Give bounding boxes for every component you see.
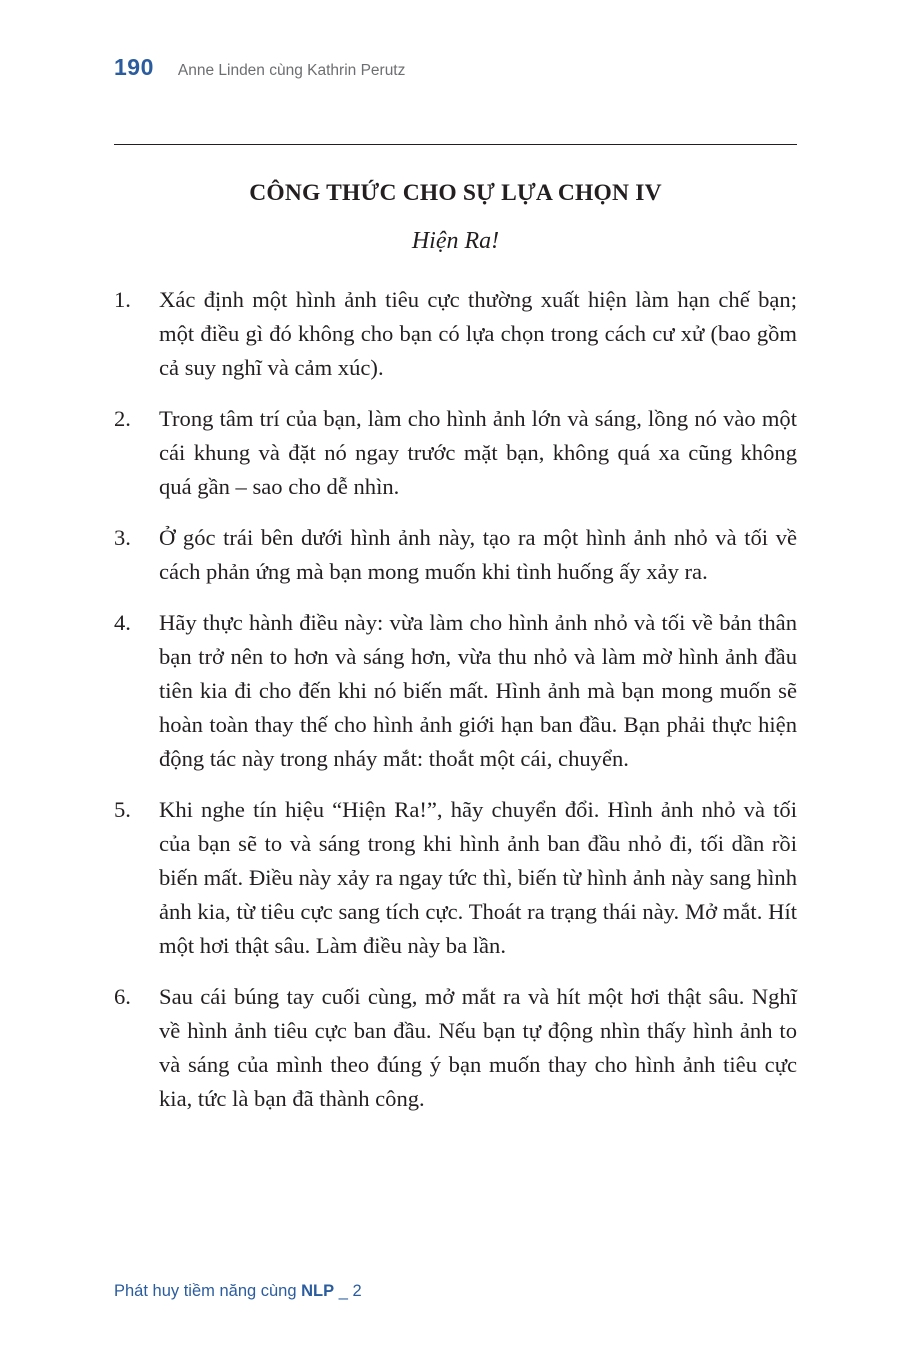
footer-series-suffix: _ 2 — [334, 1282, 362, 1300]
page-number: 190 — [114, 54, 154, 80]
step-number: 1. — [114, 287, 131, 312]
step-text: Trong tâm trí của bạn, làm cho hình ảnh lớn và sáng, lồng nó vào một cái khung và đặt nó ngay trước mặt bạn, không quá xa cũng không quá gần – sao cho dễ nhìn. — [159, 406, 797, 499]
step-number: 5. — [114, 797, 131, 822]
section-title: CÔNG THỨC CHO SỰ LỰA CHỌN IV — [249, 180, 662, 206]
section-subtitle: Hiện Ra! — [411, 228, 500, 254]
step-number: 6. — [114, 984, 131, 1009]
step-number: 4. — [114, 610, 131, 635]
footer-series-prefix: Phát huy tiềm năng cùng — [114, 1282, 302, 1300]
running-head: Anne Linden cùng Kathrin Perutz — [177, 62, 406, 79]
step-item — [114, 980, 797, 1116]
step-number: 3. — [114, 525, 131, 550]
page-header — [114, 54, 405, 81]
step-item — [114, 793, 797, 963]
step-text: Xác định một hình ảnh tiêu cực thường xuất hiện làm hạn chế bạn; một điều gì đó không cho bạn có lựa chọn trong cách cư xử (bao gồm cả suy nghĩ và cảm xúc). — [159, 287, 797, 380]
step-text: Khi nghe tín hiệu “Hiện Ra!”, hãy chuyển đổi. Hình ảnh nhỏ và tối của bạn sẽ to và sáng trong khi hình ảnh ban đầu nhỏ đi, tối dần rồi biến mất. Điều này xảy ra ngay tức thì, biến từ hình ảnh này sang hình ảnh kia, từ tiêu cực sang tích cực. Thoát ra trạng thái này. Mở mắt. Hít một hơi thật sâu. Làm điều này ba lần. — [159, 797, 797, 958]
step-item — [114, 283, 797, 385]
step-text: Hãy thực hành điều này: vừa làm cho hình ảnh nhỏ và tối về bản thân bạn trở nên to hơn và sáng hơn, vừa thu nhỏ và làm mờ hình ảnh đầu tiên kia đi cho đến khi nó biến mất. Hình ảnh mà bạn mong muốn sẽ hoàn toàn thay thế cho hình ảnh giới hạn ban đầu. Bạn phải thực hiện động tác này trong nháy mắt: thoắt một cái, chuyển. — [159, 610, 797, 771]
step-item — [114, 521, 797, 589]
step-number: 2. — [114, 406, 131, 431]
step-item — [114, 402, 797, 504]
steps-list — [114, 283, 797, 1133]
footer-series-nlp: NLP — [301, 1282, 335, 1300]
step-text: Ở góc trái bên dưới hình ảnh này, tạo ra một hình ảnh nhỏ và tối về cách phản ứng mà bạn mong muốn khi tình huống ấy xảy ra. — [159, 525, 797, 584]
step-item — [114, 606, 797, 776]
page-footer — [114, 1282, 362, 1301]
header-rule — [114, 144, 797, 145]
step-text: Sau cái búng tay cuối cùng, mở mắt ra và hít một hơi thật sâu. Nghĩ về hình ảnh tiêu cực ban đầu. Nếu bạn tự động nhìn thấy hình ảnh to và sáng của mình theo đúng ý bạn muốn thay cho hình ảnh tiêu cực kia, tức là bạn đã thành công. — [159, 984, 797, 1111]
